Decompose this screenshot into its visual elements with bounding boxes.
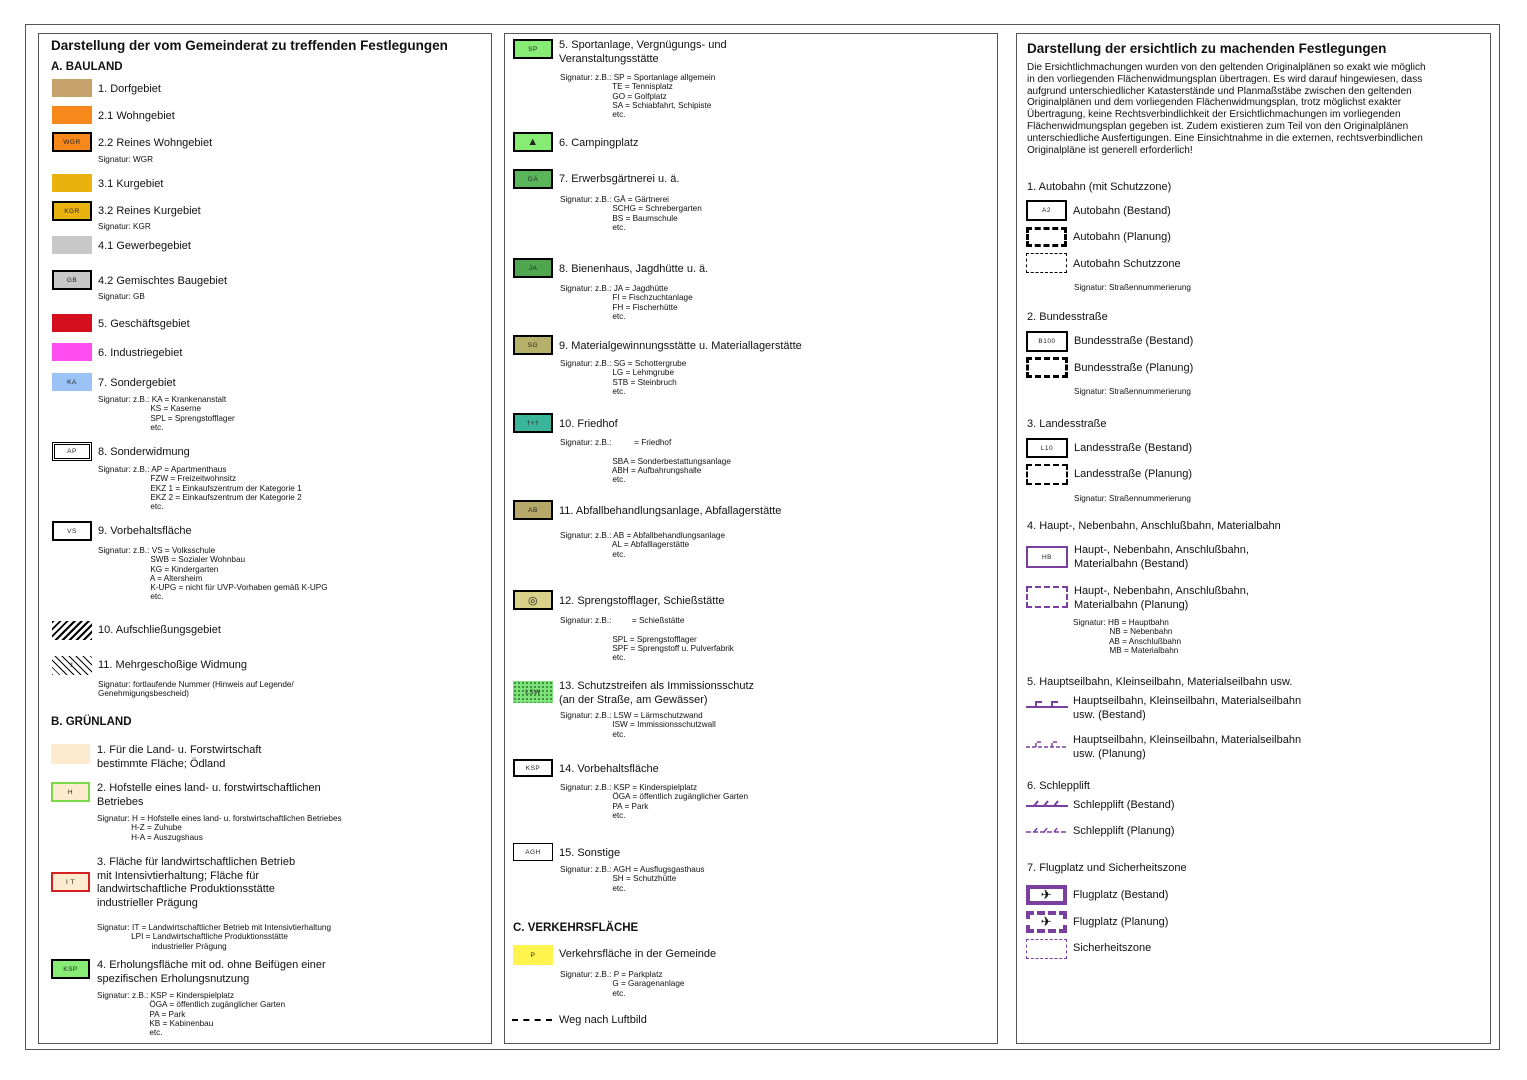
bauland-label: 2.1 Wohngebiet (98, 110, 175, 122)
bauland-swatch (52, 174, 92, 192)
bauland-label: 3.1 Kurgebiet (98, 178, 164, 190)
autobahn-bestand-swatch: A2 (1026, 200, 1067, 221)
bauland-label: 4.2 Gemischtes Baugebiet (98, 275, 228, 287)
bauland-signatur: Signatur: z.B.: AP = Apartmenthaus FZW = Freizeitwohnsitz EKZ 1 = Einkaufszentrum der Kategorie 1 EKZ 2 = Einkaufszentrum der Kategorie 2 etc. (98, 465, 302, 512)
bauland-label: 10. Aufschließungsgebiet (98, 624, 221, 636)
weg-label: Weg nach Luftbild (559, 1014, 647, 1026)
mid-label: 7. Erwerbsgärtnerei u. ä. (559, 173, 680, 185)
bahn-heading: 4. Haupt-, Nebenbahn, Anschlußbahn, Materialbahn (1027, 520, 1281, 532)
mid-label: 15. Sonstige (559, 847, 621, 859)
landes-heading: 3. Landesstraße (1027, 418, 1107, 430)
bundes-signatur: Signatur: Straßennummerierung (1074, 387, 1191, 396)
verkehr-signatur: Signatur: z.B.: P = Parkplatz G = Garagenanlage etc. (560, 970, 685, 998)
flug-bestand-swatch (1026, 885, 1067, 905)
mid-label: 13. Schutzstreifen als Immissionsschutz (an der Straße, am Gewässer) (559, 680, 755, 706)
gruenland-heading: B. GRÜNLAND (51, 716, 132, 728)
seil-bestand-label: Hauptseilbahn, Kleinseilbahn, Materialseilbahn usw. (Bestand) (1073, 695, 1302, 721)
bauland-swatch (52, 314, 92, 332)
bauland-signatur: Signatur: WGR (98, 155, 154, 164)
landes-bestand-label: Landesstraße (Bestand) (1074, 442, 1193, 454)
mid-swatch: AB (513, 500, 553, 520)
bauland-swatch (52, 79, 92, 97)
seil-planung-symbol (1026, 738, 1068, 750)
mid-label: 6. Campingplatz (559, 137, 639, 149)
autobahn-planung-label: Autobahn (Planung) (1073, 231, 1171, 243)
gruenland-swatch (51, 744, 90, 764)
bauland-label: 11. Mehrgeschoßige Widmung (98, 659, 247, 671)
bahn-signatur: Signatur: HB = Hauptbahn NB = Nebenbahn AB = Anschlußbahn MB = Materialbahn (1073, 618, 1182, 655)
mid-signatur: Signatur: z.B.: SG = Schottergrube LG = Lehmgrube STB = Steinbruch etc. (560, 359, 687, 396)
landes-planung-label: Landesstraße (Planung) (1074, 468, 1193, 480)
mid-swatch: SP (513, 39, 553, 59)
autobahn-schutzzone-swatch (1026, 253, 1067, 273)
right-intro: Die Ersichtlichmachungen wurden von den geltenden Originalplänen so exakt wie möglich in den vorliegenden Flächenwidmungsplan übertragen. Es wird darauf hingewiesen, dass aufgrund unterschiedlicher Katasterstände und Planmaßstäbe zwischen den geltenden Originalplänen und dem vorliegenden Flächenwidmungsplan, trotz möglichst exakter Übertragung, keine Rechtsverbindlichkeit der Ersichtlichmachungen im vorliegenden Flächenwidmungsplan gegeben ist. Zudem existieren zum Teil von den Originalplänen unterschiedliche Ausfertigungen. Eine Einsichtnahme in die externen, rechtsverbindlichen Originalpläne ist generell erforderlich! (1027, 62, 1426, 156)
bundes-planung-swatch (1026, 357, 1068, 378)
bahn-planung-swatch (1026, 586, 1068, 608)
airplane-icon: ✈ (1040, 914, 1053, 929)
flug-bestand-label: Flugplatz (Bestand) (1073, 889, 1169, 901)
mid-signatur: Signatur: z.B.: KSP = Kinderspielplatz ÖGA = öffentlich zugänglicher Garten PA = Park etc. (560, 783, 749, 820)
mid-swatch: LSW (513, 681, 553, 703)
seil-bestand-symbol (1026, 698, 1068, 710)
bauland-label: 8. Sonderwidmung (98, 446, 190, 458)
autobahn-signatur: Signatur: Straßennummerierung (1074, 283, 1191, 292)
bauland-swatch (52, 343, 92, 361)
bauland-signatur: Signatur: z.B.: KA = Krankenanstalt KS = Kaserne SPL = Sprengstofflager etc. (98, 395, 235, 432)
autobahn-schutzzone-label: Autobahn Schutzzone (1073, 258, 1181, 270)
flug-planung-swatch (1026, 911, 1067, 933)
mid-label: 5. Sportanlage, Vergnügungs- und Veranstaltungsstätte (559, 39, 727, 65)
weg-line (512, 1019, 552, 1021)
bauland-swatch: 1 (52, 656, 92, 675)
bauland-swatch (52, 236, 92, 254)
mid-swatch: JA (513, 258, 553, 278)
seil-heading: 5. Hauptseilbahn, Kleinseilbahn, Materialseilbahn usw. (1027, 676, 1293, 688)
bundes-heading: 2. Bundesstraße (1027, 311, 1108, 323)
gruenland-label: 3. Fläche für landwirtschaftlichen Betrieb mit Intensivtierhaltung; Fläche für landwirtschaftliche Produktionsstätte industrieller Prägung (97, 856, 296, 909)
gruenland-signatur: Signatur: H = Hofstelle eines land- u. forstwirtschaftlichen Betriebes H-Z = Zuhube H-A = Auszugshaus (97, 814, 342, 842)
sicherheitszone-label: Sicherheitszone (1073, 942, 1152, 954)
bauland-label: 5. Geschäftsgebiet (98, 318, 190, 330)
gruenland-swatch: I T (51, 872, 90, 892)
mid-swatch: KSP (513, 759, 553, 777)
mid-swatch: SG (513, 335, 553, 355)
bauland-label: 1. Dorfgebiet (98, 83, 161, 95)
mid-swatch: ▲ (513, 132, 553, 152)
mid-signatur: Signatur: z.B.: JA = Jagdhütte FI = Fischzuchtanlage FH = Fischerhütte etc. (560, 284, 693, 321)
autobahn-heading: 1. Autobahn (mit Schutzzone) (1027, 181, 1172, 193)
mid-label: 12. Sprengstofflager, Schießstätte (559, 595, 725, 607)
mid-label: 11. Abfallbehandlungsanlage, Abfallagerstätte (559, 505, 782, 517)
bauland-signatur: Signatur: z.B.: VS = Volksschule SWB = Sozialer Wohnbau KG = Kindergarten A = Altersheim K-UPG = nicht für UVP-Vorhaben gemäß K-UPG etc. (98, 546, 328, 602)
mid-signatur: Signatur: z.B.: = Schießstätte SPL = Sprengstofflager SPF = Sprengstoff u. Pulverfabrik etc. (560, 616, 734, 663)
lift-bestand-symbol (1026, 799, 1068, 809)
bahn-bestand-swatch: HB (1026, 546, 1068, 568)
mid-signatur: Signatur: z.B.: AB = Abfallbehandlungsanlage AL = Abfalllagerstätte etc. (560, 531, 726, 559)
gruenland-label: 2. Hofstelle eines land- u. forstwirtschaftlichen Betriebes (97, 782, 321, 808)
gruenland-label: 1. Für die Land- u. Forstwirtschaft bestimmte Fläche; Ödland (97, 744, 262, 770)
sicherheitszone-swatch (1026, 939, 1067, 959)
mid-signatur: Signatur: z.B.: = Friedhof SBA = Sonderbestattungsanlage ABH = Aufbahrungshalle etc. (560, 438, 731, 485)
bauland-signatur: Signatur: GB (98, 292, 145, 301)
bauland-swatch (52, 106, 92, 124)
bundes-bestand-swatch: B100 (1026, 331, 1068, 352)
airplane-icon: ✈ (1040, 887, 1053, 902)
mid-swatch: †+† (513, 413, 553, 433)
bauland-signatur: Signatur: fortlaufende Nummer (Hinweis auf Legende/ Genehmigungsbescheid) (98, 680, 294, 699)
gruenland-signatur: Signatur: z.B.: KSP = Kinderspielplatz ÖGA = öffentlich zugänglicher Garten PA = Park KB = Kabinenbau etc. (97, 991, 286, 1038)
mid-label: 9. Materialgewinnungsstätte u. Materiallagerstätte (559, 340, 802, 352)
right-title: Darstellung der ersichtlich zu machenden Festlegungen (1027, 41, 1387, 56)
flug-heading: 7. Flugplatz und Sicherheitszone (1027, 862, 1187, 874)
autobahn-bestand-label: Autobahn (Bestand) (1073, 205, 1171, 217)
mid-signatur: Signatur: z.B.: AGH = Ausflugsgasthaus SH = Schutzhütte etc. (560, 865, 705, 893)
bauland-swatch: GB (52, 270, 92, 290)
verkehr-heading: C. VERKEHRSFLÄCHE (513, 922, 639, 934)
mid-signatur: Signatur: z.B.: SP = Sportanlage allgemein TE = Tennisplatz GO = Golfplatz SA = Schiabfahrt, Schipiste etc. (560, 73, 716, 120)
gruenland-swatch: KSP (51, 959, 90, 979)
bauland-swatch (52, 621, 92, 640)
bauland-signatur: Signatur: KGR (98, 222, 151, 231)
seil-planung-label: Hauptseilbahn, Kleinseilbahn, Materialseilbahn usw. (Planung) (1073, 734, 1302, 760)
verkehr-swatch: P (513, 945, 553, 965)
lift-planung-symbol (1026, 825, 1068, 835)
mid-label: 8. Bienenhaus, Jagdhütte u. ä. (559, 263, 709, 275)
lift-heading: 6. Schlepplift (1027, 780, 1090, 792)
landes-planung-swatch (1026, 464, 1068, 485)
bauland-label: 7. Sondergebiet (98, 377, 176, 389)
flug-planung-label: Flugplatz (Planung) (1073, 916, 1169, 928)
gruenland-label: 4. Erholungsfläche mit od. ohne Beifügen einer spezifischen Erholungsnutzung (97, 959, 326, 985)
bauland-swatch: KGR (52, 201, 92, 221)
bauland-swatch: VS (52, 521, 92, 541)
mid-swatch: GÄ (513, 169, 553, 189)
gruenland-signatur: Signatur: IT = Landwirtschaftlicher Betrieb mit Intensivtierhaltung LPI = Landwirtschaftliche Produktionsstätte industrieller Prägung (97, 923, 331, 951)
mid-signatur: Signatur: z.B.: GÄ = Gärtnerei SCHG = Schrebergarten BS = Baumschule etc. (560, 195, 702, 232)
bundes-planung-label: Bundesstraße (Planung) (1074, 362, 1194, 374)
bauland-label: 9. Vorbehaltsfläche (98, 525, 192, 537)
bauland-label: 6. Industriegebiet (98, 347, 183, 359)
bauland-heading: A. BAULAND (51, 61, 123, 73)
bauland-swatch: KA (52, 373, 92, 391)
mid-swatch: AGH (513, 843, 553, 861)
landes-bestand-swatch: L10 (1026, 438, 1068, 458)
left-title: Darstellung der vom Gemeinderat zu treffenden Festlegungen (51, 38, 448, 53)
mid-label: 10. Friedhof (559, 418, 618, 430)
lift-bestand-label: Schlepplift (Bestand) (1073, 799, 1175, 811)
mid-swatch: ◎ (513, 590, 553, 610)
gruenland-swatch: H (51, 782, 90, 802)
bauland-swatch: WGR (52, 132, 92, 152)
bauland-label: 4.1 Gewerbegebiet (98, 240, 191, 252)
bauland-label: 2.2 Reines Wohngebiet (98, 137, 213, 149)
autobahn-planung-swatch (1026, 227, 1067, 247)
bundes-bestand-label: Bundesstraße (Bestand) (1074, 335, 1194, 347)
bauland-label: 3.2 Reines Kurgebiet (98, 205, 201, 217)
bauland-swatch: AP (52, 442, 92, 461)
bahn-bestand-label: Haupt-, Nebenbahn, Anschlußbahn, Materialbahn (Bestand) (1074, 544, 1249, 570)
mid-signatur: Signatur: z.B.: LSW = Lärmschutzwand ISW = Immissionsschutzwall etc. (560, 711, 716, 739)
verkehr-label: Verkehrsfläche in der Gemeinde (559, 948, 717, 960)
lift-planung-label: Schlepplift (Planung) (1073, 825, 1175, 837)
mid-label: 14. Vorbehaltsfläche (559, 763, 659, 775)
landes-signatur: Signatur: Straßennummerierung (1074, 494, 1191, 503)
bahn-planung-label: Haupt-, Nebenbahn, Anschlußbahn, Materialbahn (Planung) (1074, 585, 1249, 611)
